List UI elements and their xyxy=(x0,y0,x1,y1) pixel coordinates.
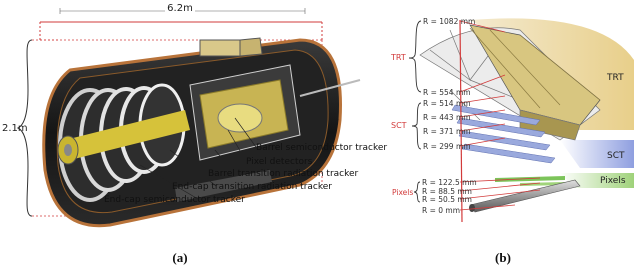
pixel-layers xyxy=(495,176,565,186)
dimension-length-label: 6.2m xyxy=(167,3,193,14)
group-pixels: Pixels xyxy=(392,188,414,197)
label-barrel-trt: Barrel transition radiation tracker xyxy=(208,169,359,179)
group-sct: SCT xyxy=(391,121,407,130)
radius-371: R = 371 mm xyxy=(423,127,471,136)
radius-299: R = 299 mm xyxy=(423,142,471,151)
pixels-brace xyxy=(414,182,420,202)
radius-443: R = 443 mm xyxy=(423,113,471,122)
label-pixel-detectors: Pixel detectors xyxy=(246,157,313,167)
top-module xyxy=(200,38,262,56)
dimension-diameter-label: 2.1m xyxy=(2,123,28,134)
label-endcap-sct: End-cap semiconductor tracker xyxy=(104,195,245,205)
beam-pipe-end xyxy=(469,204,475,212)
region-label-sct: SCT xyxy=(607,151,625,161)
radius-122-5: R = 122.5 mm xyxy=(422,178,477,187)
radius-0: R = 0 mm xyxy=(422,206,461,215)
region-label-trt: TRT xyxy=(607,73,624,83)
radius-554: R = 554 mm xyxy=(423,88,471,97)
radius-50-5: R = 50.5 mm xyxy=(422,195,472,204)
radius-88-5: R = 88.5 mm xyxy=(422,187,472,196)
region-label-pixels: Pixels xyxy=(600,176,626,186)
panel-a xyxy=(2,3,387,265)
panel-b xyxy=(390,17,634,265)
group-trt: TRT xyxy=(391,53,406,62)
label-barrel-sct: Barrel semiconductor tracker xyxy=(256,143,388,153)
radius-514: R = 514 mm xyxy=(423,99,471,108)
radius-1082: R = 1082 mm xyxy=(423,17,476,26)
caption-a: (a) xyxy=(172,250,188,265)
trt-brace xyxy=(409,21,421,92)
label-endcap-trt: End-cap transition radiation tracker xyxy=(172,182,332,192)
sct-brace xyxy=(412,103,421,149)
caption-b: (b) xyxy=(495,250,511,265)
